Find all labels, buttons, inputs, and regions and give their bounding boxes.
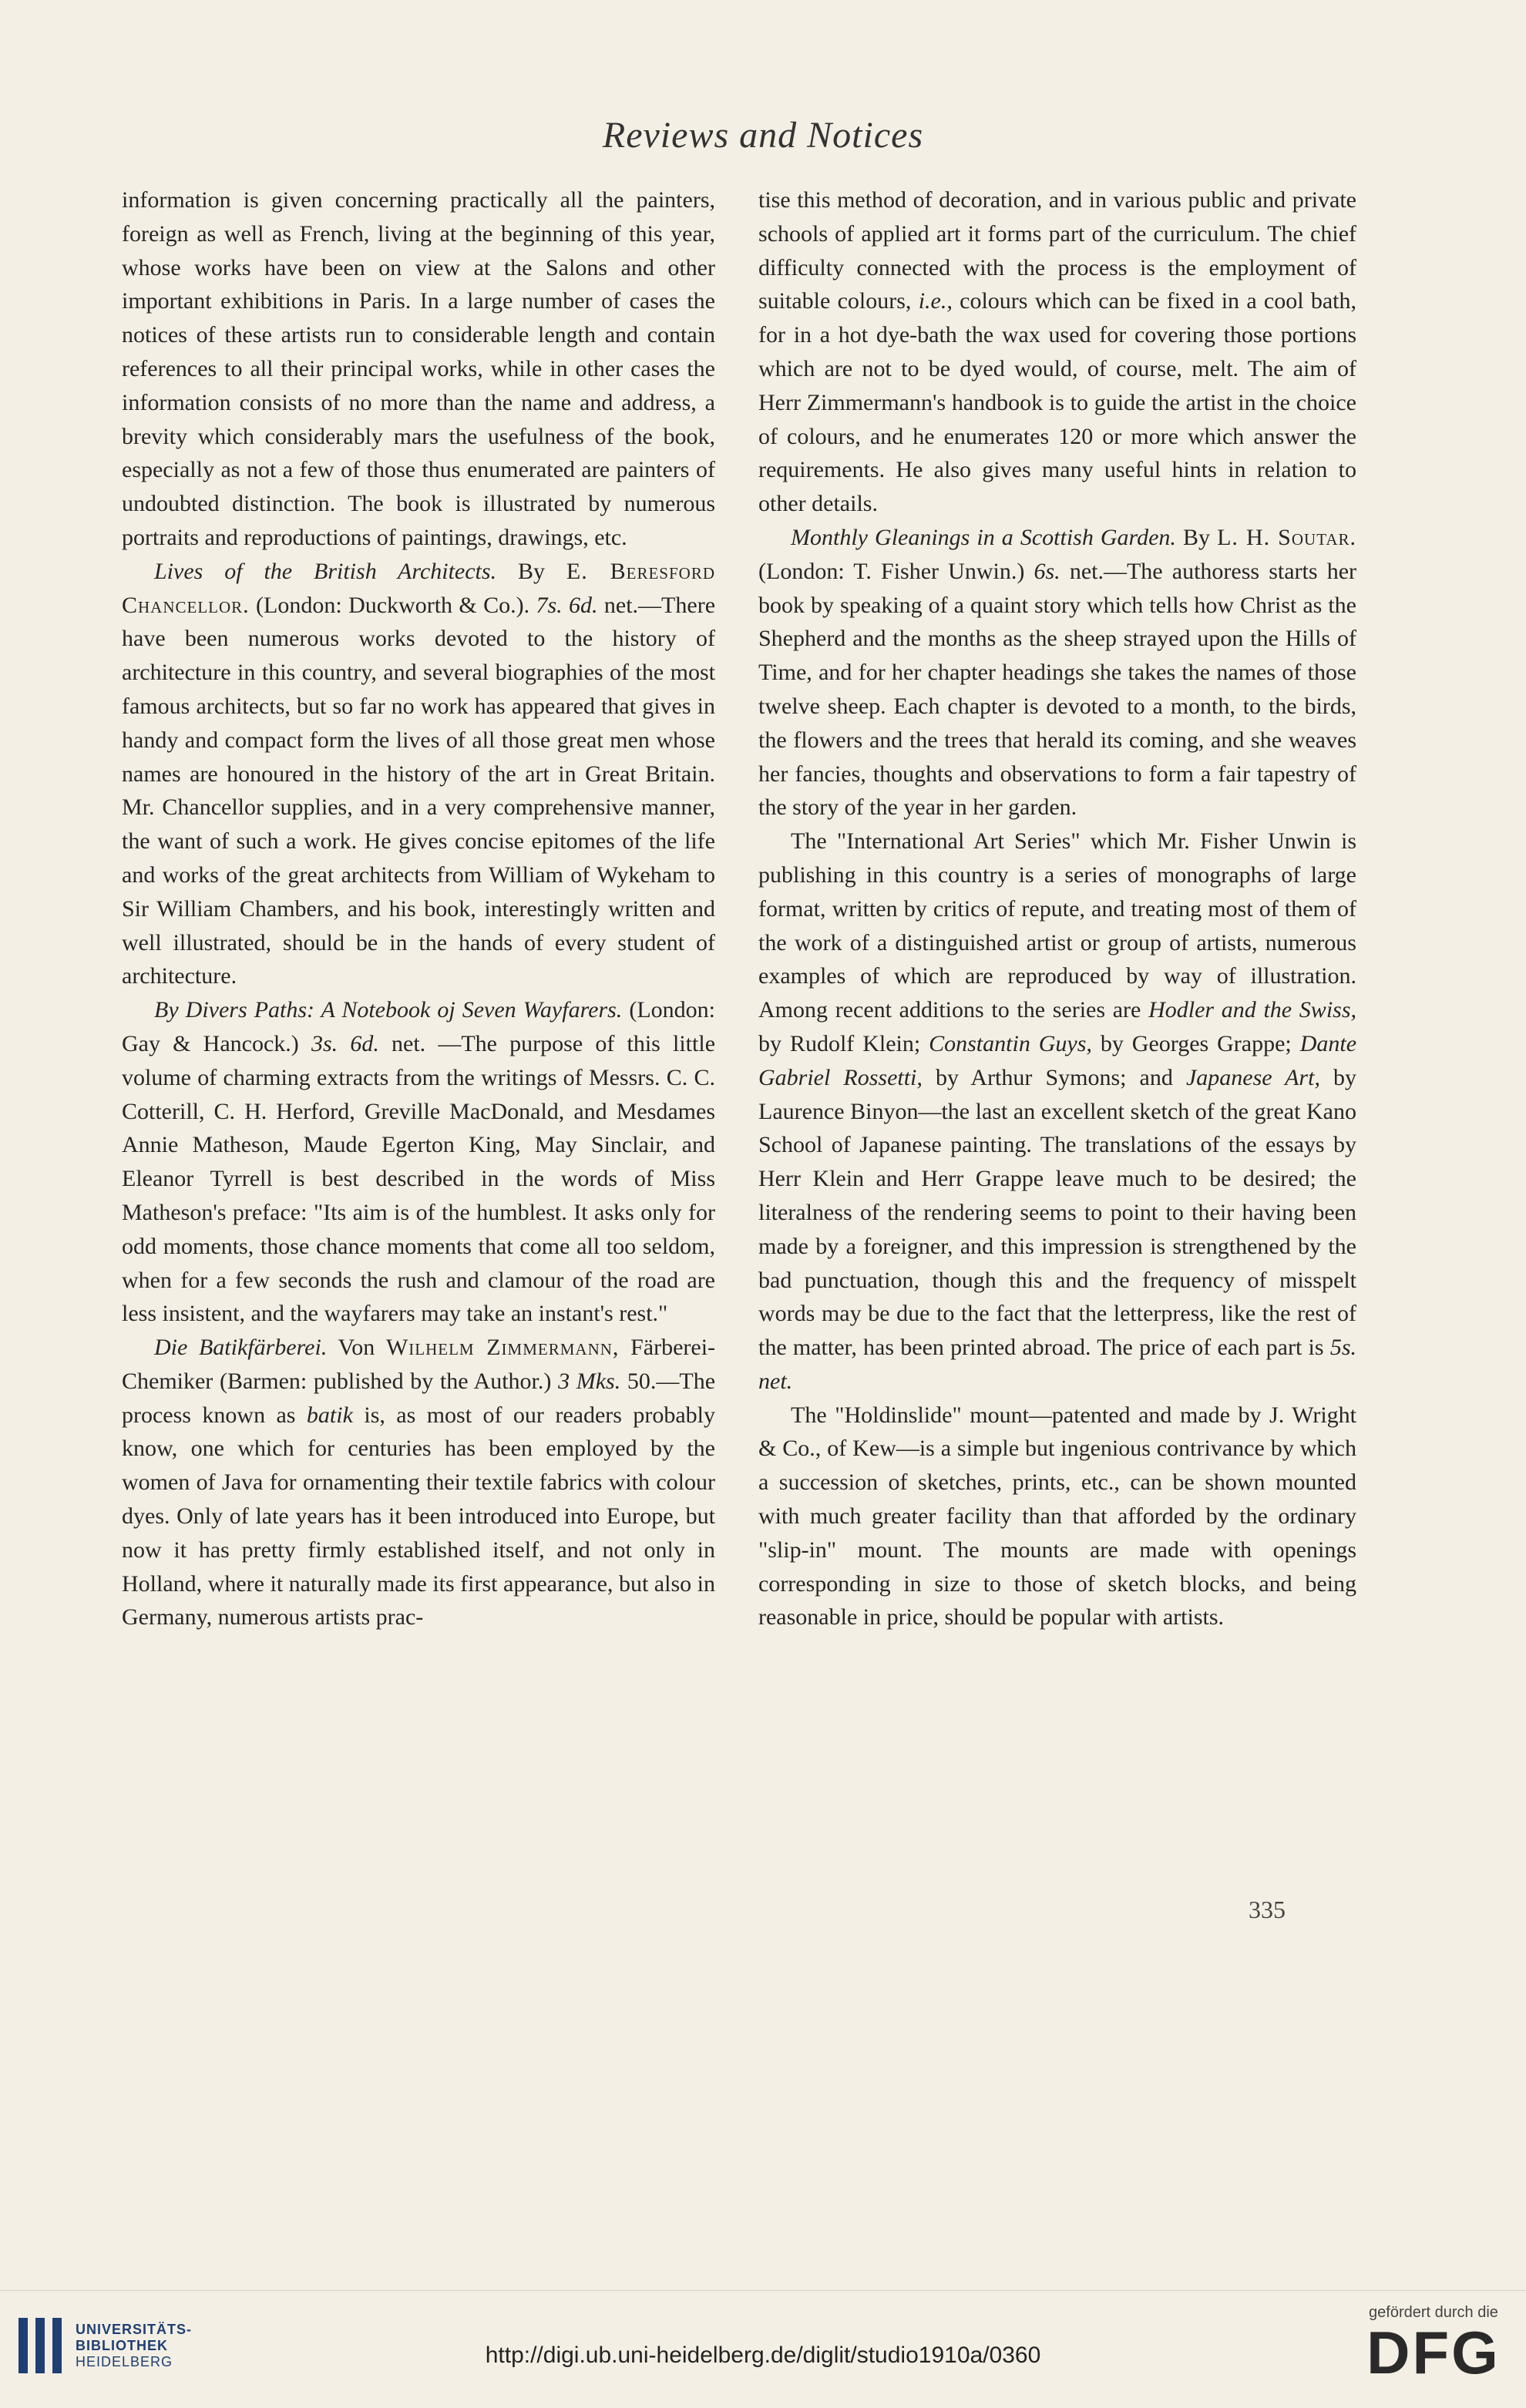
review-text: is, as most of our readers probably know, one which for centuries has been employed by the women of Java for ornamenting their textile fabrics with colour dyes. Only of late years has it been introduced into Europe, but now it has pretty firmly established itself, and not only in Holland, where it naturally made its first appearance, but also in Germany, numerous artists prac- [122, 1402, 715, 1631]
review-text: net.—The authoress starts her book by speaking of a quaint story which tells how Christ as the Shepherd and the months as the sheep strayed upon the Hills of Time, and for her chapter headings she takes the names of those twelve sheep. Each chapter is devoted to a month, to the birds, the flowers and the trees that herald its coming, and she weaves her fancies, thoughts and observations to form a fair tapestry of the story of the year in her garden. [758, 558, 1357, 821]
review-text: by Georges Grappe; [1100, 1030, 1292, 1056]
review-text: net. —The purpose of this little volume of charming extracts from the writings of Messrs. C. C. Cotterill, C. H. Herford, Greville MacDonald, and Mesdames Annie Matheson, Maude Egerton King, May Sinclair, and Eleanor Tyrrell is best described in the words of Miss Matheson's preface: "Its aim is of the humblest. It asks only for odd moments, those chance moments that come all too seldom, when for a few seconds the rush and clamour of the road are less insistent, and the wayfarers may take an instant's rest." [122, 1030, 716, 1327]
left-column [122, 183, 715, 1634]
term-batik: batik [306, 1402, 353, 1428]
publisher: (London: T. Fisher Unwin.) [758, 558, 1025, 584]
review-text: by Rudolf Klein; [758, 1030, 921, 1056]
library-line: UNIVERSITÄTS- [76, 2321, 193, 2337]
review-text: net.—There have been numerous works devoted to the history of architecture in this country, and several biographies of the most famous architects, but so far no work has appeared that gives in handy and compact form the lives of all those great men whose names are honoured in the history of the art in Great Britain. Mr. Chancellor supplies, and in a very comprehensive manner, the want of such a work. He gives concise epitomes of the life and works of the great architects from William of Wykeham to Sir William Chambers, and his book, interestingly written and well illustrated, should be in the hands of every student of architecture. [122, 592, 716, 989]
price: 7s. 6d. [536, 592, 598, 618]
book-title: Lives of the British Architects. [154, 558, 497, 584]
von-label: Von [338, 1335, 375, 1361]
by-label: By [517, 558, 545, 584]
price: 3s. 6d. [311, 1030, 379, 1056]
dfg-logo: DFG [1366, 2319, 1501, 2386]
abbreviation: i.e., [918, 288, 953, 314]
author-name: E. Beresford Chancellor. [122, 558, 716, 618]
paragraph-continuation [758, 183, 1356, 521]
by-label: By [1183, 524, 1211, 550]
author-name: Wilhelm Zimmermann, [385, 1335, 620, 1361]
price: 3 Mks. [558, 1368, 621, 1394]
review-lives-of-british-architects [122, 555, 715, 993]
publisher: (London: Duckworth & Co.). [256, 592, 530, 618]
paragraph-text: tise this method of decoration, and in various public and private schools of applied art it forms part of the curriculum. The chief difficulty connected with the process is the employment of suitable colours, [758, 187, 1356, 314]
paragraph-continuation [122, 183, 715, 555]
book-title: By Divers Paths: A Notebook oj Seven Wayfarers. [154, 997, 623, 1023]
page-number: 335 [1249, 1896, 1286, 1923]
review-die-batikfarberei [122, 1331, 715, 1634]
book-title: Monthly Gleanings in a Scottish Garden. [791, 524, 1176, 550]
book-title: Hodler and the Swiss, [1148, 997, 1357, 1023]
review-international-art-series [758, 824, 1356, 1399]
review-monthly-gleanings [758, 521, 1356, 824]
review-text: by Arthur Symons; and [935, 1064, 1173, 1090]
review-text: by Laurence Binyon—the last an excellent sketch of the great Kano School of Japanese painting. The translations of the essays by Herr Klein and Herr Grappe leave much to be desired; the literalness of the rendering seems to point to their having been made by a foreigner, and this impression is strengthened by the bad punctuation, though this and the frequency of misspelt words may be due to the fact that the letterpress, like the rest of the matter, has been printed abroad. The price of each part is [758, 1064, 1357, 1361]
review-holdinslide-mount [758, 1399, 1356, 1635]
publisher: (London: Gay & Hancock.) [122, 997, 716, 1056]
library-line: HEIDELBERG [76, 2353, 173, 2369]
publisher: Färberei-Chemiker (Barmen: published by the Author.) [122, 1335, 716, 1394]
review-text: The "International Art Series" which Mr. Fisher Unwin is publishing in this country is a series of monographs of large format, written by critics of repute, and treating most of them of the work of a distinguished artist or group of artists, numerous examples of which are reproduced by way of illustration. Among recent additions to the series are [758, 828, 1356, 1023]
right-column [758, 183, 1356, 1634]
review-text: The "Holdinslide" mount—patented and made by J. Wright & Co., of Kew—is a simple but ingenious contrivance by which a succession of sketches, prints, etc., can be shown mounted with much greater facility than that afforded by the ordinary "slip-in" mount. The mounts are made with openings corresponding in size to those of sketch blocks, and being reasonable in price, should be popular with artists. [758, 1402, 1356, 1631]
author-name: L. H. Soutar. [1217, 524, 1357, 550]
book-title: Die Batikfärberei. [154, 1335, 328, 1361]
page-header-title: Reviews and Notices [602, 115, 924, 156]
book-title: Japanese Art, [1185, 1064, 1320, 1090]
price: 6s. [1034, 558, 1060, 584]
paragraph-text: information is given concerning practically all the painters, foreign as well as French, living at the beginning of this year, whose works have been on view at the Salons and other important exhibitions in Paris. In a large number of cases the notices of these artists run to considerable length and contain references to all their principal works, while in other cases the information consists of no more than the name and address, a brevity which considerably mars the usefulness of the book, especially as not a few of those thus enumerated are painters of undoubted distinction. The book is illustrated by numerous portraits and reproductions of paintings, drawings, etc. [122, 187, 715, 550]
source-url-link[interactable]: http://digi.ub.uni-heidelberg.de/diglit/studio1910a/0360 [485, 2343, 1041, 2368]
book-title: Dante Gabriel Rossetti, [758, 1030, 1357, 1090]
book-title: Constantin Guys, [929, 1030, 1092, 1056]
paragraph-text: colours which can be fixed in a cool bath, for in a hot dye-bath the wax used for covering those portions which are not to be dyed would, of course, melt. The aim of Herr Zimmermann's handbook is to guide the artist in the choice of colours, and he enumerates 120 or more which answer the requirements. He also gives many useful hints in relation to other details. [758, 288, 1356, 517]
review-text: 50.—The process known as [122, 1368, 716, 1428]
footer-divider [0, 2290, 1526, 2291]
funding-credit [1356, 2304, 1511, 2386]
price: 5s. net. [758, 1335, 1357, 1394]
library-line: BIBLIOTHEK [76, 2337, 168, 2353]
review-by-divers-paths [122, 993, 715, 1331]
funding-text: gefördert durch die [1369, 2304, 1498, 2321]
